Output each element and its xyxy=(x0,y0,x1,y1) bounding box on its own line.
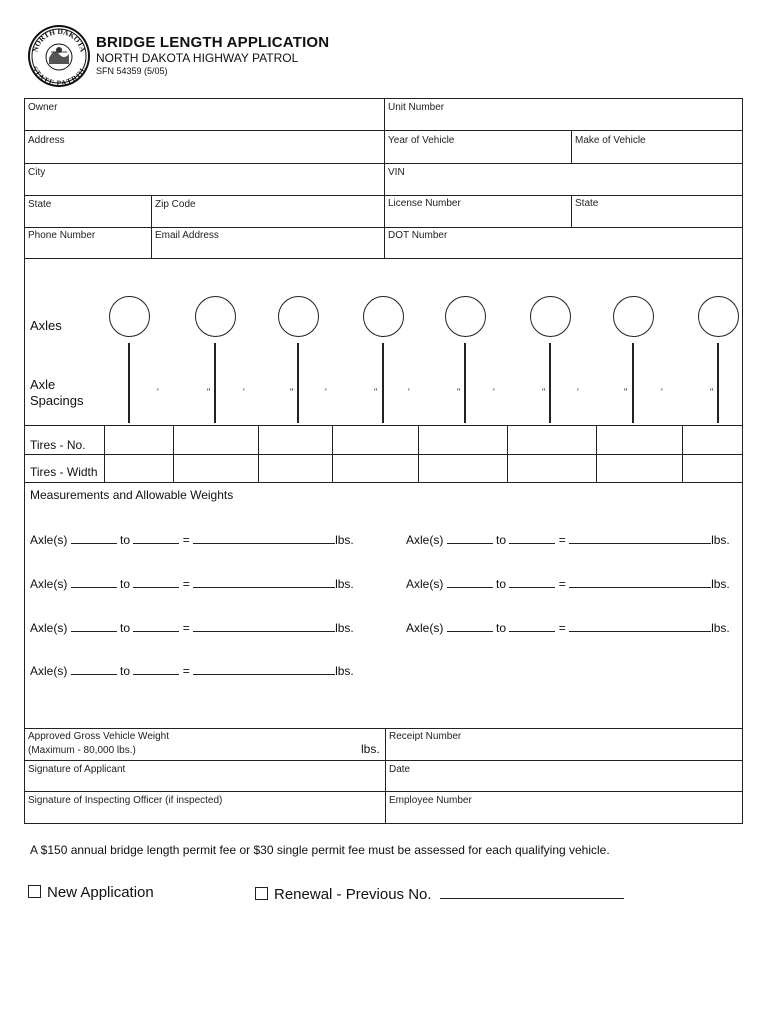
date-field[interactable] xyxy=(386,761,742,791)
axle-stem xyxy=(549,343,551,423)
license-state-label: State xyxy=(575,198,599,209)
tires-width-cell[interactable] xyxy=(259,455,332,482)
axle-to-input[interactable] xyxy=(509,575,555,588)
make-label: Make of Vehicle xyxy=(575,135,646,146)
axles-word: Axle(s) xyxy=(30,621,68,635)
tires-number-cell[interactable] xyxy=(683,426,742,454)
to-word: to xyxy=(120,533,131,547)
measurements-heading: Measurements and Allowable Weights xyxy=(30,488,234,502)
tires-width-cell[interactable] xyxy=(683,455,742,482)
owner-label: Owner xyxy=(28,102,58,113)
gvw-label: Approved Gross Vehicle Weight xyxy=(28,731,170,742)
tires-width-cell[interactable] xyxy=(419,455,507,482)
address-label: Address xyxy=(28,135,65,146)
measurement-row[interactable] xyxy=(406,531,730,547)
svg-text:STATE PATROL: STATE PATROL xyxy=(30,64,88,88)
renewal-option[interactable] xyxy=(255,884,624,903)
tires-width-cell[interactable] xyxy=(105,455,173,482)
axle-from-input[interactable] xyxy=(71,619,117,632)
tires-number-cell[interactable] xyxy=(419,426,507,454)
employee-number-label: Employee Number xyxy=(389,795,472,806)
weight-input[interactable] xyxy=(193,662,335,675)
weight-input[interactable] xyxy=(193,619,335,632)
lbs-unit: lbs. xyxy=(335,533,354,547)
axle-spacings-label-line2: Spacings xyxy=(30,393,84,408)
axle-from-input[interactable] xyxy=(447,619,493,632)
weight-input[interactable] xyxy=(569,531,711,544)
divider xyxy=(24,482,743,483)
inch-mark: " xyxy=(374,387,378,397)
phone-field[interactable] xyxy=(25,228,151,258)
weight-input[interactable] xyxy=(569,619,711,632)
tires-number-cell[interactable] xyxy=(508,426,596,454)
lbs-unit: lbs. xyxy=(335,664,354,678)
axle-to-input[interactable] xyxy=(509,619,555,632)
owner-field[interactable] xyxy=(25,99,384,130)
feet-mark: ' xyxy=(325,387,327,397)
to-word: to xyxy=(120,664,131,678)
tires-width-label: Tires - Width xyxy=(30,465,98,479)
receipt-number-label: Receipt Number xyxy=(389,731,462,742)
axles-word: Axle(s) xyxy=(406,533,444,547)
dot-number-label: DOT Number xyxy=(388,230,448,241)
measurement-row[interactable] xyxy=(30,531,354,547)
axle-to-input[interactable] xyxy=(509,531,555,544)
inch-mark: " xyxy=(290,387,294,397)
measurement-row[interactable] xyxy=(30,662,354,678)
previous-number-input[interactable] xyxy=(440,884,624,899)
svg-text:NORTH DAKOTA: NORTH DAKOTA xyxy=(30,26,88,54)
axle-circle-6[interactable] xyxy=(530,296,571,337)
unit-number-field[interactable] xyxy=(385,99,742,130)
gvw-field[interactable] xyxy=(25,729,385,760)
year-label: Year of Vehicle xyxy=(388,135,455,146)
equals-sign: = xyxy=(558,533,566,547)
feet-mark: ' xyxy=(577,387,579,397)
weight-input[interactable] xyxy=(193,531,335,544)
form-title: BRIDGE LENGTH APPLICATION xyxy=(96,34,330,51)
axle-from-input[interactable] xyxy=(71,662,117,675)
inch-mark: " xyxy=(207,387,211,397)
tires-width-cell[interactable] xyxy=(508,455,596,482)
axle-circle-1[interactable] xyxy=(109,296,150,337)
form-number: SFN 54359 (5/05) xyxy=(96,66,168,76)
axles-word: Axle(s) xyxy=(30,577,68,591)
email-label: Email Address xyxy=(155,230,219,241)
tires-number-cell[interactable] xyxy=(174,426,258,454)
license-number-field[interactable] xyxy=(385,196,571,227)
tires-number-cell[interactable] xyxy=(333,426,418,454)
axle-circle-2[interactable] xyxy=(195,296,236,337)
axle-stem xyxy=(464,343,466,423)
equals-sign: = xyxy=(182,664,190,678)
axle-from-input[interactable] xyxy=(71,575,117,588)
employee-number-field[interactable] xyxy=(386,792,742,823)
measurement-row[interactable] xyxy=(30,575,354,591)
city-label: City xyxy=(28,167,46,178)
equals-sign: = xyxy=(182,533,190,547)
renewal-label: Renewal - Previous No. xyxy=(274,886,432,903)
axles-word: Axle(s) xyxy=(30,533,68,547)
lbs-unit: lbs. xyxy=(711,621,730,635)
axle-circle-5[interactable] xyxy=(445,296,486,337)
to-word: to xyxy=(496,577,507,591)
tires-number-cell[interactable] xyxy=(597,426,682,454)
renewal-checkbox[interactable] xyxy=(255,887,268,900)
gvw-unit: lbs. xyxy=(361,742,380,756)
axles-word: Axle(s) xyxy=(30,664,68,678)
to-word: to xyxy=(496,621,507,635)
new-application-option[interactable] xyxy=(28,884,154,901)
axle-stem xyxy=(632,343,634,423)
address-field[interactable] xyxy=(25,131,384,163)
to-word: to xyxy=(120,621,131,635)
feet-mark: ' xyxy=(493,387,495,397)
axle-stem xyxy=(717,343,719,423)
axle-to-input[interactable] xyxy=(133,531,179,544)
weight-input[interactable] xyxy=(569,575,711,588)
feet-mark: ' xyxy=(661,387,663,397)
zip-label: Zip Code xyxy=(155,199,196,210)
axle-circle-3[interactable] xyxy=(278,296,319,337)
agency-name: NORTH DAKOTA HIGHWAY PATROL xyxy=(96,51,299,65)
email-field[interactable] xyxy=(152,228,384,258)
tires-number-cell[interactable] xyxy=(259,426,332,454)
new-application-checkbox[interactable] xyxy=(28,885,41,898)
year-field[interactable] xyxy=(385,131,571,163)
make-field[interactable] xyxy=(572,131,742,163)
axle-spacings-label-line1: Axle xyxy=(30,377,56,392)
axle-from-input[interactable] xyxy=(447,531,493,544)
axle-to-input[interactable] xyxy=(133,619,179,632)
gvw-max-label: (Maximum - 80,000 lbs.) xyxy=(28,745,136,756)
to-word: to xyxy=(120,577,131,591)
axle-to-input[interactable] xyxy=(133,662,179,675)
license-number-label: License Number xyxy=(388,198,461,209)
tires-number-label: Tires - No. xyxy=(30,438,86,452)
unit-number-label: Unit Number xyxy=(388,102,445,113)
dot-number-field[interactable] xyxy=(385,228,742,258)
axles-word: Axle(s) xyxy=(406,621,444,635)
tires-number-cell[interactable] xyxy=(105,426,173,454)
state-field[interactable] xyxy=(25,196,151,227)
applicant-signature-field[interactable] xyxy=(25,761,385,791)
lbs-unit: lbs. xyxy=(335,577,354,591)
measurement-row[interactable] xyxy=(406,619,730,635)
inch-mark: " xyxy=(624,387,628,397)
city-field[interactable] xyxy=(25,164,384,195)
axle-from-input[interactable] xyxy=(71,531,117,544)
feet-mark: ' xyxy=(408,387,410,397)
vin-field[interactable] xyxy=(385,164,742,195)
tires-width-cell[interactable] xyxy=(333,455,418,482)
weight-input[interactable] xyxy=(193,575,335,588)
feet-mark: ' xyxy=(243,387,245,397)
inch-mark: " xyxy=(542,387,546,397)
fee-notice: A $150 annual bridge length permit fee or $30 single permit fee must be assessed for each qualifying vehicle. xyxy=(30,843,610,857)
lbs-unit: lbs. xyxy=(711,533,730,547)
measurement-row[interactable] xyxy=(406,575,730,591)
phone-label: Phone Number xyxy=(28,230,96,241)
equals-sign: = xyxy=(182,621,190,635)
axles-word: Axle(s) xyxy=(406,577,444,591)
axle-stem xyxy=(297,343,299,423)
vin-label: VIN xyxy=(388,167,405,178)
inch-mark: " xyxy=(457,387,461,397)
state-patrol-seal xyxy=(27,24,91,88)
license-state-field[interactable] xyxy=(572,196,742,227)
axle-circle-8[interactable] xyxy=(698,296,739,337)
axle-stem xyxy=(128,343,130,423)
equals-sign: = xyxy=(558,621,566,635)
lbs-unit: lbs. xyxy=(335,621,354,635)
axle-from-input[interactable] xyxy=(447,575,493,588)
applicant-signature-label: Signature of Applicant xyxy=(28,764,126,775)
new-application-label: New Application xyxy=(47,884,154,901)
axle-stem xyxy=(214,343,216,423)
to-word: to xyxy=(496,533,507,547)
tires-width-cell[interactable] xyxy=(597,455,682,482)
axle-stem xyxy=(382,343,384,423)
date-label: Date xyxy=(389,764,411,775)
zip-field[interactable] xyxy=(152,196,384,227)
state-label: State xyxy=(28,199,52,210)
tires-width-cell[interactable] xyxy=(174,455,258,482)
equals-sign: = xyxy=(558,577,566,591)
feet-mark: ' xyxy=(157,387,159,397)
axles-label: Axles xyxy=(30,318,62,333)
measurement-row[interactable] xyxy=(30,619,354,635)
axle-circle-7[interactable] xyxy=(613,296,654,337)
lbs-unit: lbs. xyxy=(711,577,730,591)
inch-mark: " xyxy=(710,387,714,397)
officer-signature-field[interactable] xyxy=(25,792,385,823)
axle-circle-4[interactable] xyxy=(363,296,404,337)
equals-sign: = xyxy=(182,577,190,591)
officer-signature-label: Signature of Inspecting Officer (if inspected) xyxy=(28,795,223,806)
receipt-number-field[interactable] xyxy=(386,729,742,760)
axle-to-input[interactable] xyxy=(133,575,179,588)
